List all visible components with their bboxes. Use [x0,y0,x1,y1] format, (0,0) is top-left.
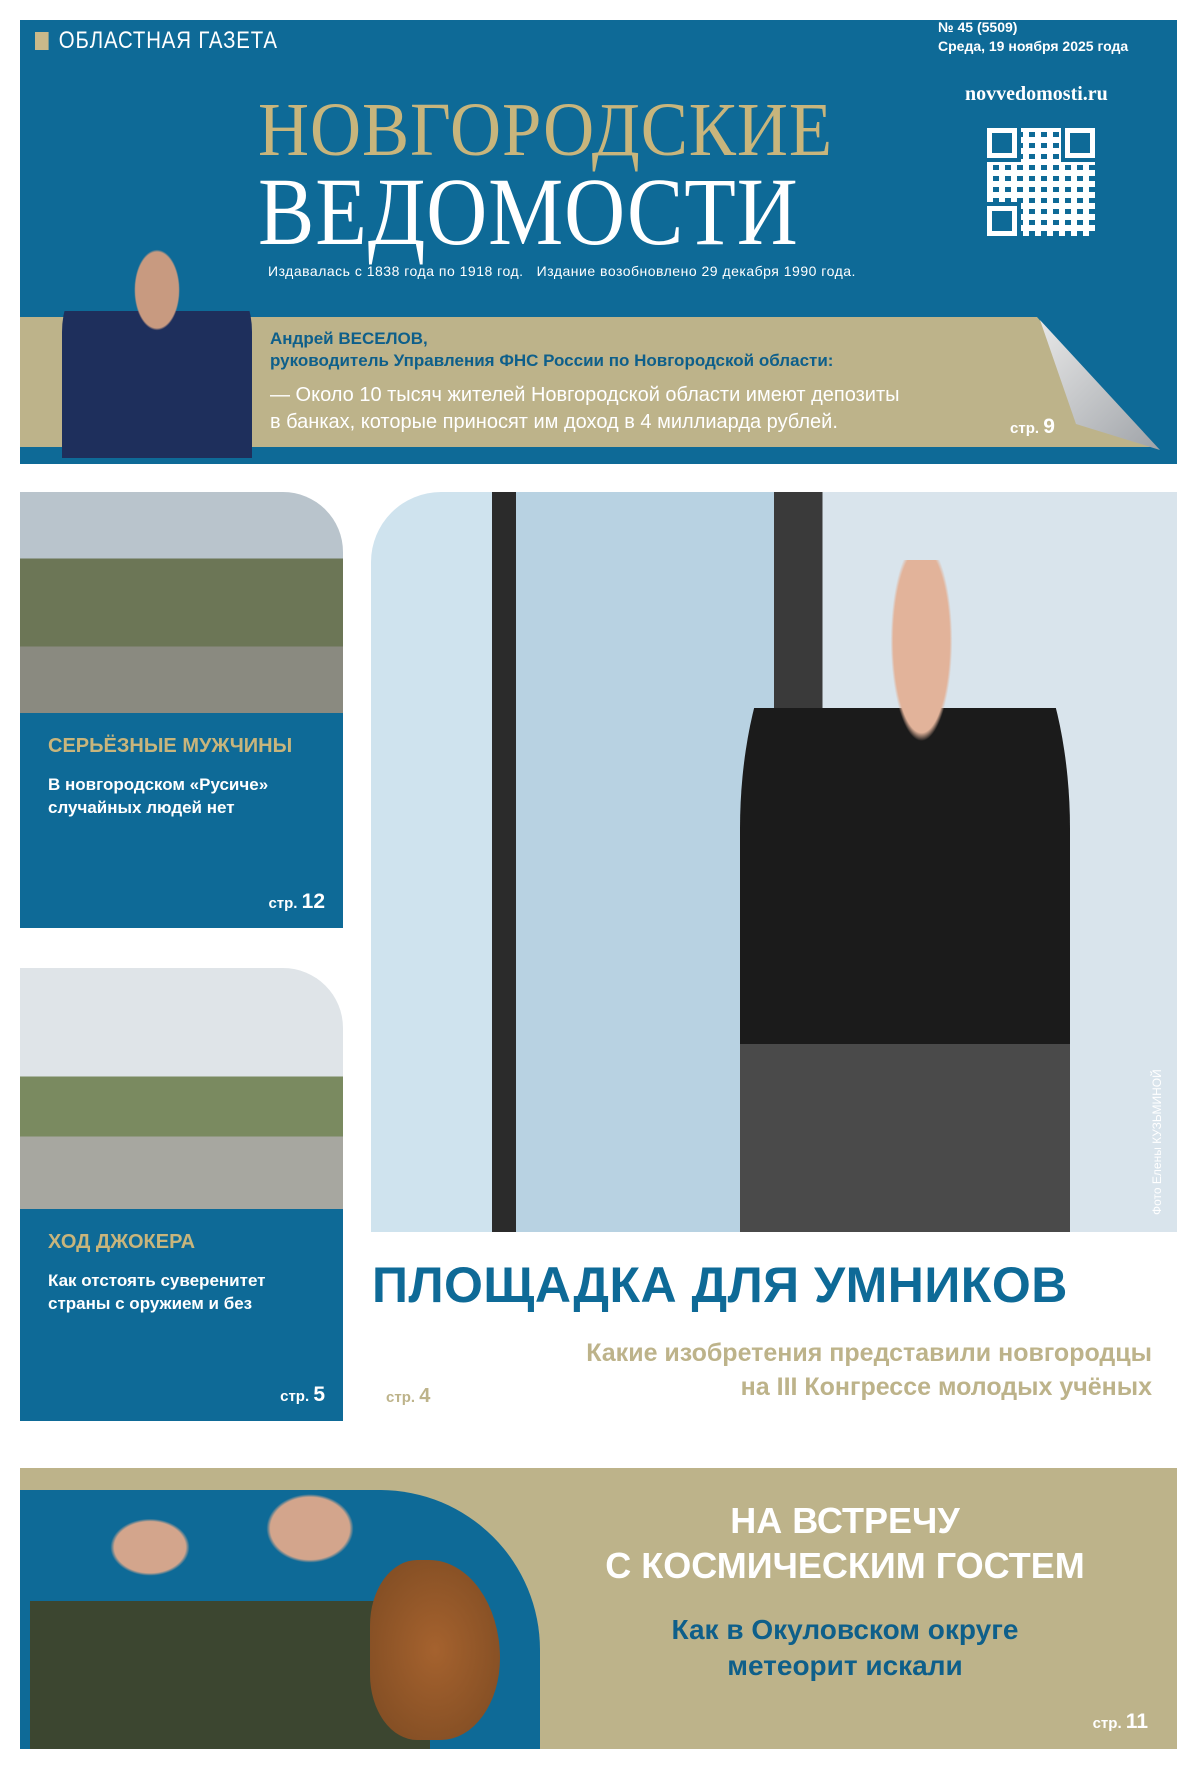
issue-number: № 45 (5509) [938,19,1018,35]
website-link[interactable]: novvedomosti.ru [965,83,1108,105]
kicker-text: ОБЛАСТНАЯ ГАЗЕТА [58,27,278,54]
quote-author [270,328,833,372]
teaser-heading: СЕРЬЁЗНЫЕ МУЖЧИНЫ [48,735,293,757]
bottom-headline [560,1498,1130,1588]
page-prefix: стр. [386,1389,416,1406]
teaser-box[interactable] [20,713,343,928]
headline-line: С КОСМИЧЕСКИМ ГОСТЕМ [605,1545,1085,1586]
subhead-line: метеорит искали [727,1650,963,1681]
portrait-photo [62,248,252,458]
teaser-summary: В новгородском «Русиче» случайных людей нет [48,775,269,817]
issue-date: Среда, 19 ноября 2025 года [938,38,1129,54]
page-ref[interactable] [386,1385,430,1408]
headline-line: НА ВСТРЕЧУ [730,1500,960,1541]
teaser-box[interactable] [20,1209,343,1421]
student-with-drone-figure [740,560,1070,1232]
page-ref [280,1383,325,1407]
quote-line: в банках, которые приносят им доход в 4 миллиарда рублей. [270,411,838,433]
page-number: 5 [313,1383,325,1406]
soldiers-photo [20,492,343,713]
teaser-heading: ХОД ДЖОКЕРА [48,1231,196,1253]
quote-text [270,382,900,436]
teaser-summary: Как отстоять суверенитет страны с оружием и без [48,1271,266,1313]
bottom-subhead [560,1612,1130,1684]
issue-info [938,18,1128,56]
photo-credit: Фото Елены КУЗЬМИНОЙ [1150,1069,1164,1215]
qr-code-icon[interactable] [987,128,1095,236]
title-line-1: НОВГОРОДСКИЕ [258,88,833,172]
page-number: 12 [301,890,325,913]
author-name: Андрей ВЕСЕЛОВ, [270,329,428,348]
page-ref [268,890,325,914]
page-number: 9 [1043,415,1055,438]
author-position: руководитель Управления ФНС России по Новгородской области: [270,351,834,370]
quote-line: — Около 10 тысяч жителей Новгородской области имеют депозиты [270,384,900,406]
title-line-2: ВЕДОМОСТИ [258,158,799,265]
subhead-line: Какие изобретения представили новгородцы [586,1339,1152,1367]
square-bullet-icon [35,32,49,50]
page-number: 11 [1125,1710,1148,1733]
main-headline[interactable]: ПЛОЩАДКА ДЛЯ УМНИКОВ [372,1257,1068,1313]
main-subhead [586,1336,1152,1404]
publication-history: Издавалась с 1838 года по 1918 год. Издание возобновлено 29 декабря 1990 года. [268,263,856,279]
page-prefix: стр. [1010,420,1040,437]
subhead-line: Как в Окуловском округе [671,1614,1019,1645]
page-prefix: стр. [1092,1715,1122,1732]
page-ref[interactable] [1093,1710,1148,1734]
subhead-line: на III Конгрессе молодых учёных [740,1373,1152,1401]
page-prefix: стр. [268,895,298,912]
man-walking-photo [20,968,343,1209]
page-ref[interactable] [1010,415,1055,439]
page-prefix: стр. [280,1388,310,1405]
kicker [35,26,278,56]
page-number: 4 [419,1385,431,1407]
